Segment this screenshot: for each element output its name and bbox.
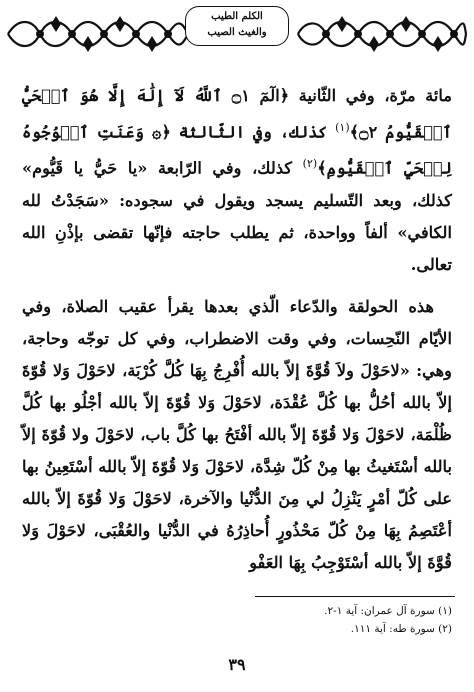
page-number: ٣٩ [228,655,246,674]
paragraph [22,291,452,579]
text-segment: كذلك، وفي الثّالثة [170,122,336,142]
text-segment: كذلك، وفي الرّابعة «يا حَيُّ يا قَيُّوم» كذلك، وبعد التّسليم يسجد ويقول في سجوده: «سَجَدْتُ لله الكافي» ألفاً وواحدة، ثم يطلب حاجته فإنّها تقضى بإذْنِ الله تعالى. [22,158,452,274]
quran-verse: ﴿۞ وَعَنَتِ ٱلۡوُجُوهُ لِلۡحَيِّ ٱلۡقَيُّومِ﴾ [22,122,453,178]
text-segment: مائة مرّة، وفي الثّانية [289,86,453,105]
quran-verse: ﴿الٓمٓ ۝١ ٱللَّهُ لَآ إِلَٰهَ إِلَّا هُوَ ٱلۡحَيُّ ٱلۡقَيُّومُ ۝٢﴾ [22,86,452,142]
footnote: (٢) سورة طه: آية ١١١. [350,623,452,635]
footnote-ref: (١) [335,121,350,134]
header-title-line1: الكلم الطيب [211,11,263,22]
header-title-line2: والغيث الصيب [207,27,267,38]
footnotes [22,602,452,638]
footnote-ref: (٢) [302,157,318,171]
footnote: (١) سورة آل عمران: آية ١-٢. [324,605,452,617]
footnote-divider [255,596,455,597]
header-title-plate [185,6,289,46]
text-segment: هذه الحولقة والدّعاء الّذي بعدها يقرأ عقيب الصلاة، وفي الأيّام النّحِسات، وفي وقت الاضطراب، وفي كل توجّه وحاجة، وهي: «لاحَوْلَ ولاَ قُوَّةَ إلاّ بالله أُفْرِجُ بِهَا كُلَّ كُرْبَة، لاحَوْلَ وَلا قُوّةَ إلاّ بالله أحُلُّ بها كُلَّ عُقْدَة، لاحَوْلَ وَلا قُوّةَ إلاّ بالله أجْلُو بها كُلَّ ظُلْمَة، لاحَوْلَ وَلا قُوّةَ إلاّ بالله أفْتَحُ بها كُلَّ باب، لاحَوْلَ ولا قُوّةَ إلاّ بالله أسْتَغيثُ بها مِنْ كُلّ شِدَّة، لاحَوْلَ وَلا قُوّةَ إلاّ بالله أسْتَعِينُ بها على كُلّ أمْرٍ يَنْزِلُ لي مِنَ الدُّنْيا والآخرة، لاحَوْلَ وَلا قُوّةَ إلاّ بالله أعْتَصِمُ بِهَا مِنْ كُلّ مَحْذُورٍ أُحاذِرُهُ في الدُّنْيا والعُقْبَى، لاحَوْلَ وَلا قُوَّةَ إلاّ بالله أسْتَوْجِبُ بِهَا العَفْو [22,296,452,572]
main-text [22,80,452,579]
paragraph [22,80,452,281]
